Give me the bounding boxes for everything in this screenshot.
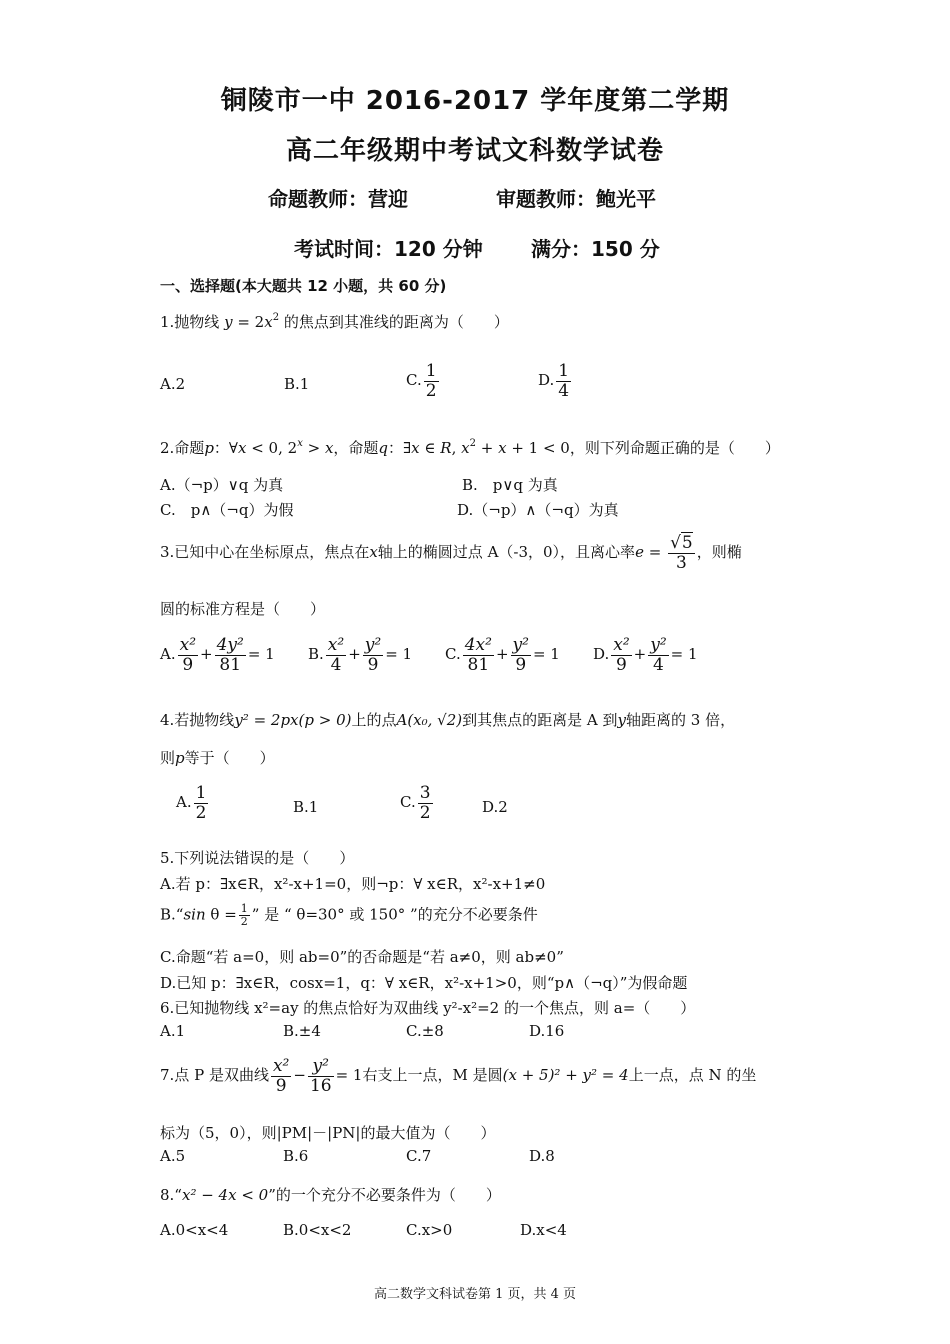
fraction-numerator: x² (179, 635, 197, 655)
q1-suffix: 的焦点到其准线的距离为（ ） (283, 313, 509, 331)
q2-text10: + 1 < 0，则下列命题正确的是（ ） (506, 439, 780, 457)
q3-text1: 3.已知中心在坐标原点，焦点在 (160, 543, 370, 562)
q1-option-d-fraction (556, 362, 571, 400)
q3-eq: = (643, 543, 667, 562)
fraction-numerator: 4y² (216, 635, 244, 655)
fraction (308, 1057, 334, 1095)
q7-text1: 7.点 P 是双曲线 (160, 1066, 269, 1085)
question-4 (160, 709, 735, 730)
fraction-denominator: 4 (558, 380, 570, 401)
q2-sup1: x (297, 438, 303, 449)
q1-eq-x: x (264, 313, 273, 331)
fraction-numerator: 1 (240, 902, 248, 915)
fraction-denominator: 9 (182, 654, 194, 675)
fraction-numerator: 1 (425, 361, 437, 381)
fraction-denominator: 9 (616, 654, 627, 675)
q2-option-b: B. p∨q 为真 (462, 476, 558, 494)
sqrt-radicand: 5 (681, 533, 693, 553)
q4-line2a: 则 (160, 749, 176, 767)
q4-option-c (400, 784, 435, 822)
fraction-numerator: x² (613, 635, 630, 655)
q4-text4: 轴距离的 3 倍， (626, 711, 736, 729)
equals-one: = 1 (247, 645, 275, 664)
operator: + (200, 645, 213, 664)
fraction-numerator: 1 (558, 361, 570, 381)
q6-option-d: D.16 (529, 1022, 565, 1040)
option-label: A. (176, 793, 192, 812)
fraction-numerator: x² (327, 635, 345, 655)
q4-text2: 上的点 (351, 711, 397, 729)
fraction (511, 636, 531, 674)
q3-line2: 圆的标准方程是（ ） (160, 600, 326, 618)
q7-option-b: B.6 (283, 1147, 309, 1165)
time-label: 考试时间：120 分钟 (294, 237, 483, 261)
fraction-numerator: y² (364, 635, 382, 655)
q6-option-a: A.1 (160, 1022, 186, 1040)
q2-text2: ：∀ (213, 439, 238, 457)
q5-b-fraction (239, 903, 250, 928)
q1-eq-sup: 2 (272, 312, 280, 323)
q4-option-b: B.1 (293, 798, 319, 816)
fraction-denominator: 9 (515, 654, 527, 675)
q1-option-c-label: C. (406, 371, 422, 390)
q1-option-c (406, 362, 441, 400)
fraction-denominator: 9 (275, 1075, 287, 1096)
option-label: B. (308, 645, 324, 664)
q4-text3: 到其焦点的距离是 A 到 (462, 711, 618, 729)
q2-option-d: D.（¬p）∧（¬q）为真 (457, 501, 619, 519)
question-5: 5.下列说法错误的是（ ） (160, 849, 355, 867)
fraction-denominator: 2 (419, 802, 431, 823)
fraction-denominator: 81 (219, 654, 242, 675)
q2-text1: 2.命题 (160, 439, 205, 457)
exam-title-line1: 铜陵市一中 2016-2017 学年度第二学期 (220, 86, 730, 116)
fraction-denominator: 4 (330, 654, 342, 675)
q4-text1: 4.若抛物线 (160, 711, 235, 729)
fraction-numerator: y² (308, 1057, 334, 1077)
q3-option-c (445, 636, 560, 674)
q2-text8: , (451, 439, 462, 457)
fraction-denominator: 2 (240, 915, 248, 929)
fraction (363, 636, 383, 674)
q2-text7: ∈ (419, 439, 441, 457)
q3-text2: 轴上的椭圆过点 A（-3，0），且离心率 (377, 543, 636, 562)
q2-text3: < 0, 2 (246, 439, 298, 457)
author-label: 命题教师：营迎 (268, 187, 408, 211)
q5-option-d: D.已知 p：∃x∈R，cosx=1，q：∀ x∈R，x²-x+1>0，则“p∧（¬q）”为假命题 (160, 974, 688, 992)
q3-option-a (160, 636, 275, 674)
fraction-denominator: 2 (425, 380, 437, 401)
operator: + (633, 645, 647, 664)
question-6: 6.已知抛物线 x²=ay 的焦点恰好为双曲线 y²-x²=2 的一个焦点，则 a=（ ） (160, 999, 696, 1017)
page-footer: 高二数学文科试卷第 1 页，共 4 页 (373, 1287, 577, 1302)
q2-option-c: C. p∧（¬q）为假 (160, 501, 294, 519)
q2-sup2: 2 (469, 438, 476, 449)
fraction (215, 636, 246, 674)
question-3 (160, 534, 742, 572)
q2-R: R (440, 439, 452, 457)
q4-eq: y² = 2px(p > 0) (234, 711, 352, 729)
q1-option-d (538, 362, 573, 400)
q4-p: p (175, 749, 185, 767)
q5-option-b (160, 903, 538, 928)
q8-option-a: A.0<x<4 (160, 1221, 229, 1239)
operator: + (495, 645, 509, 664)
q7-option-a: A.5 (160, 1147, 186, 1165)
q2-x1: x (237, 439, 247, 457)
q8-option-b: B.0<x<2 (283, 1221, 352, 1239)
equals-one: = 1 (385, 645, 413, 664)
operator: + (348, 645, 361, 664)
operator: − (293, 1066, 306, 1085)
score-label: 满分：150 分 (531, 237, 660, 261)
q3-option-d (593, 636, 698, 674)
q4-y: y (617, 711, 626, 729)
q7-text2: 右支上一点，M 是圆 (362, 1066, 503, 1085)
fraction-numerator: y² (650, 635, 667, 655)
q1-option-c-fraction (424, 362, 439, 400)
q6-option-c: C.±8 (406, 1022, 444, 1040)
q2-text4: > (302, 439, 325, 457)
q4-line2 (160, 747, 275, 768)
reviewer-label: 审题教师：鲍光平 (496, 187, 656, 211)
fraction (418, 784, 433, 822)
fraction-denominator: 2 (195, 802, 207, 823)
q4-option-a (176, 784, 210, 822)
q1-eq-eq: = 2 (232, 313, 265, 331)
q2-option-a: A.（¬p）∨q 为真 (160, 476, 284, 494)
question-8 (160, 1184, 501, 1205)
fraction-denominator: 9 (367, 654, 379, 675)
question-1 (160, 311, 509, 332)
section-heading: 一、选择题(本大题共 12 小题，共 60 分) (160, 277, 447, 295)
fraction-numerator: 1 (195, 783, 207, 803)
question-2 (160, 437, 780, 458)
fraction (463, 636, 494, 674)
q1-eq-y: y (224, 313, 233, 331)
fraction-numerator: y² (512, 635, 529, 655)
q7-option-d: D.8 (529, 1147, 555, 1165)
q5-b-pre: B.“ (160, 905, 184, 924)
q1-option-b: B.1 (284, 375, 310, 393)
fraction-numerator: 4x² (464, 635, 492, 655)
q7-text3: 上一点，点 N 的坐 (628, 1066, 757, 1085)
fraction (194, 784, 209, 822)
q2-p: p (204, 439, 214, 457)
fraction-numerator: √5 (670, 533, 693, 553)
q6-option-b: B.±4 (283, 1022, 321, 1040)
q2-x5: x (498, 439, 507, 457)
q8-option-c: C.x>0 (406, 1221, 453, 1239)
fraction-denominator: 81 (467, 654, 490, 675)
q3-text3: ，则椭 (696, 543, 742, 562)
q7-option-c: C.7 (406, 1147, 432, 1165)
q5-b-post: ” 是 “ θ=30° 或 150° ”的充分不必要条件 (251, 905, 538, 924)
equals-one: = 1 (670, 645, 698, 664)
q5-b-theta: θ = (205, 905, 237, 924)
q7-circle-eq: (x + 5)² + y² = 4 (502, 1066, 629, 1085)
option-label: D. (593, 645, 610, 664)
q2-q: q (378, 439, 389, 457)
q3-e: e (635, 543, 644, 562)
fraction (271, 1057, 291, 1095)
q1-option-d-label: D. (538, 371, 555, 390)
q4-option-d: D.2 (482, 798, 508, 816)
fraction-denominator: 4 (653, 654, 664, 675)
q3-eccentricity-fraction (668, 534, 695, 572)
q5-option-c: C.命题“若 a=0，则 ab=0”的否命题是“若 a≠0，则 ab≠0” (160, 948, 564, 966)
fraction-numerator: 3 (419, 783, 431, 803)
q8-option-d: D.x<4 (520, 1221, 567, 1239)
q8-text2: ”的一个充分不必要条件为（ ） (268, 1186, 501, 1204)
q5-option-a: A.若 p：∃x∈R，x²-x+1=0，则¬p：∀ x∈R，x²-x+1≠0 (160, 875, 546, 893)
q8-text1: 8.“ (160, 1186, 182, 1204)
option-label: C. (445, 645, 461, 664)
q2-x2: x (324, 439, 334, 457)
option-label: A. (160, 645, 176, 664)
q2-x4: x (461, 439, 470, 457)
equals-one: = 1 (532, 645, 560, 664)
q2-text9: + (475, 439, 499, 457)
q1-prefix: 1.抛物线 (160, 313, 220, 331)
q2-text5: ，命题 (333, 439, 379, 457)
q2-x3: x (411, 439, 420, 457)
fraction (178, 636, 198, 674)
equals-one: = 1 (335, 1066, 363, 1085)
option-label: C. (400, 793, 416, 812)
q2-text6: ：∃ (388, 439, 412, 457)
fraction-denominator: 3 (675, 552, 687, 573)
q5-b-sin: sin (183, 905, 206, 924)
q3-x: x (369, 543, 378, 562)
q1-option-a: A.2 (160, 375, 186, 393)
q4-point: A(x₀, √2) (396, 711, 463, 729)
q4-line2b: 等于（ ） (184, 749, 275, 767)
exam-title-line2: 高二年级期中考试文科数学试卷 (285, 136, 664, 166)
fraction (611, 636, 631, 674)
fraction-denominator: 16 (309, 1075, 332, 1096)
q7-line2: 标为（5，0），则|PM|－|PN|的最大值为（ ） (160, 1124, 496, 1142)
fraction-numerator: x² (272, 1056, 290, 1076)
question-7 (160, 1057, 756, 1095)
fraction (648, 636, 668, 674)
fraction (326, 636, 346, 674)
q3-option-b (308, 636, 412, 674)
q8-inequality: x² − 4x < 0 (181, 1186, 269, 1204)
